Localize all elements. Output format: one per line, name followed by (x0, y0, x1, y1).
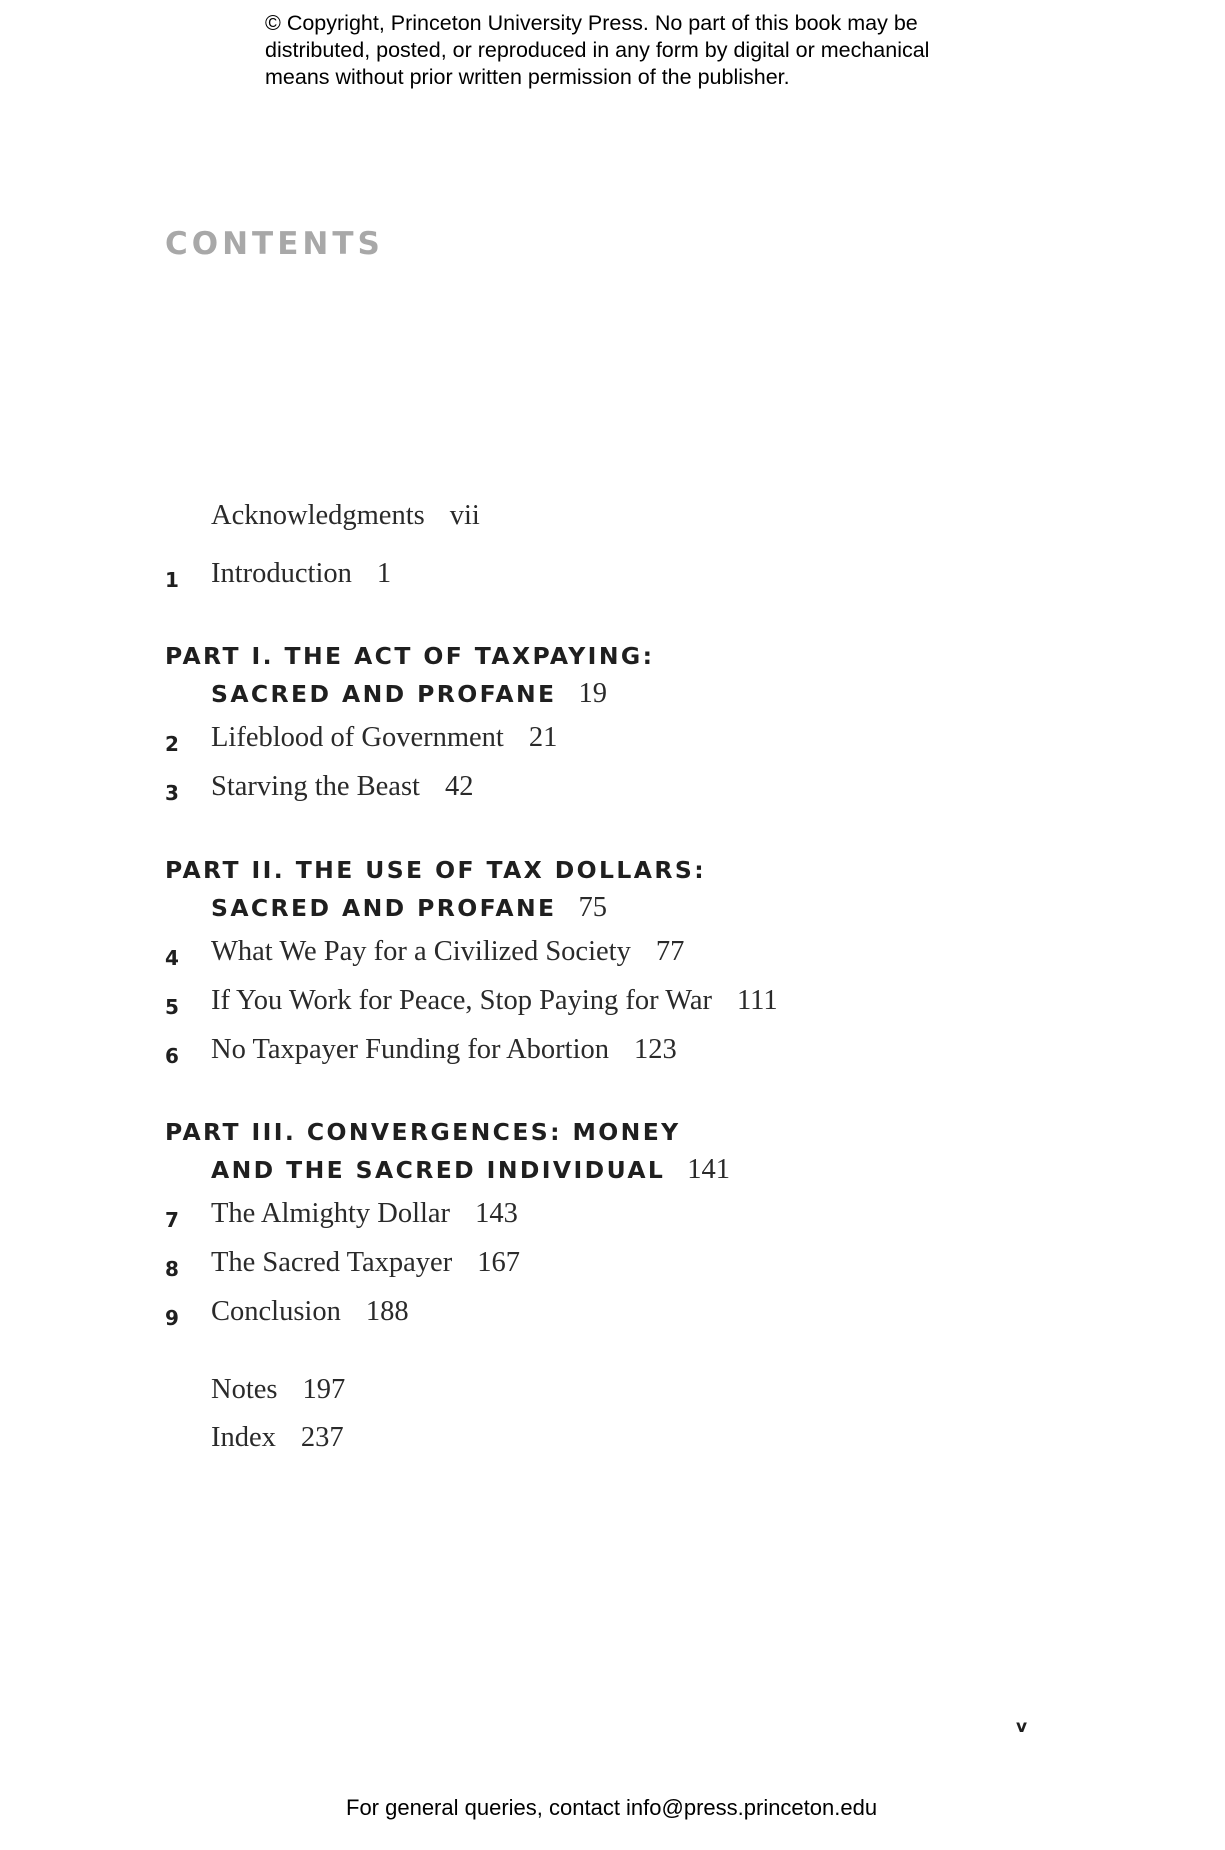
chapter-number: 9 (165, 1306, 179, 1330)
page-title: CONTENTS (165, 226, 384, 262)
chapter-number: 5 (165, 995, 179, 1019)
toc-entry-chapter-1 (0, 558, 1225, 598)
toc-entry-chapter-7 (0, 1198, 1225, 1238)
part-heading-text: SACRED AND PROFANE (211, 894, 557, 922)
copyright-notice (265, 10, 1025, 91)
toc-entry-chapter-5 (0, 985, 1225, 1025)
page-folio: v (1016, 1717, 1028, 1737)
toc-entry-title: What We Pay for a Civilized Society (211, 936, 631, 967)
toc-entry-chapter-9 (0, 1296, 1225, 1336)
part-heading-2: PART II. THE USE OF TAX DOLLARS: (165, 856, 707, 884)
toc-entry-title: Acknowledgments (211, 500, 425, 531)
toc-entry-notes (0, 1374, 1225, 1414)
part-heading-3: PART III. CONVERGENCES: MONEY (165, 1118, 681, 1146)
part-heading-3-continued (211, 1154, 730, 1186)
chapter-number: 3 (165, 781, 179, 805)
chapter-number: 2 (165, 732, 179, 756)
chapter-number: 7 (165, 1208, 179, 1232)
toc-page-number: 1 (376, 558, 392, 589)
toc-page-number: 21 (528, 722, 558, 753)
toc-entry-title: Index (211, 1422, 276, 1453)
part-heading-2-continued (211, 892, 607, 924)
toc-page-number: 123 (634, 1034, 677, 1065)
toc-page-number: 237 (300, 1422, 344, 1453)
toc-entry-acknowledgments (0, 500, 1225, 540)
toc-entry-chapter-4 (0, 936, 1225, 976)
part-heading-text: AND THE SACRED INDIVIDUAL (211, 1156, 666, 1184)
footer-contact: For general queries, contact info@press.princeton.edu (346, 1795, 878, 1820)
chapter-number: 8 (165, 1257, 179, 1281)
toc-entry-chapter-8 (0, 1247, 1225, 1287)
toc-page-number: 167 (477, 1247, 520, 1278)
toc-entry-title: If You Work for Peace, Stop Paying for War (211, 985, 712, 1016)
toc-entry-title: Notes (211, 1374, 278, 1405)
toc-entry-title: The Sacred Taxpayer (211, 1247, 453, 1278)
toc-page-number: 19 (578, 678, 607, 709)
chapter-number: 6 (165, 1044, 179, 1068)
part-heading-text: SACRED AND PROFANE (211, 680, 557, 708)
toc-entry-chapter-2 (0, 722, 1225, 762)
chapter-number: 1 (165, 568, 179, 592)
toc-page-number: 75 (578, 892, 607, 923)
part-heading-1-continued (211, 678, 607, 710)
chapter-number: 4 (165, 946, 179, 970)
toc-entry-title: Introduction (211, 558, 352, 589)
copyright-line: means without prior written permission of the publisher. (265, 65, 790, 89)
toc-page-number: 141 (687, 1154, 731, 1185)
toc-page-number: 143 (475, 1198, 518, 1229)
toc-page-number: 188 (365, 1296, 409, 1327)
toc-page-number: 42 (444, 771, 474, 802)
toc-entry-title: Conclusion (211, 1296, 341, 1327)
copyright-line: © Copyright, Princeton University Press. No part of this book may be (265, 11, 918, 35)
toc-entry-title: No Taxpayer Funding for Abortion (211, 1034, 610, 1065)
copyright-line: distributed, posted, or reproduced in any form by digital or mechanical (265, 38, 930, 62)
toc-entry-index (0, 1422, 1225, 1462)
toc-page-number: 111 (736, 985, 778, 1016)
toc-entry-title: The Almighty Dollar (211, 1198, 451, 1229)
toc-entry-chapter-6 (0, 1034, 1225, 1074)
toc-page-number: 77 (655, 936, 685, 967)
toc-entry-title: Starving the Beast (211, 771, 420, 802)
part-heading-1: PART I. THE ACT OF TAXPAYING: (165, 642, 655, 670)
toc-entry-chapter-3 (0, 771, 1225, 811)
toc-entry-title: Lifeblood of Government (211, 722, 504, 753)
toc-page-number: 197 (302, 1374, 346, 1405)
toc-page-number: vii (449, 500, 480, 531)
